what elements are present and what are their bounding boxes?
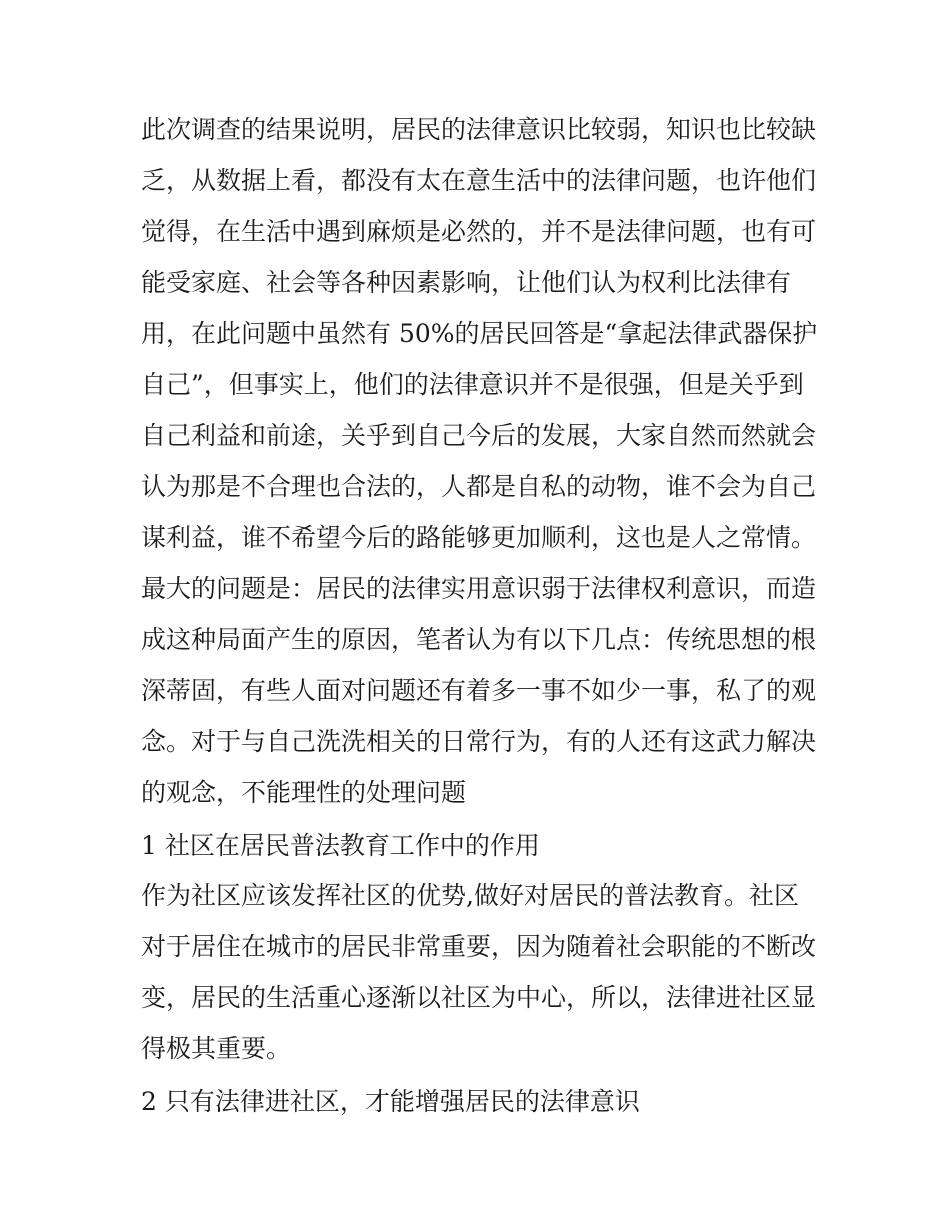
paragraph-line: 得极其重要。 — [141, 1034, 292, 1063]
paragraph-line: 念。对于与自己洗洗相关的日常行为，有的人还有这武力解决 — [141, 727, 817, 756]
paragraph-line: 觉得，在生活中遇到麻烦是必然的，并不是法律问题，也有可 — [141, 217, 817, 246]
paragraph-line: 谋利益，谁不希望今后的路能够更加顺利，这也是人之常情。 — [141, 523, 817, 552]
paragraph-line: 最大的问题是：居民的法律实用意识弱于法律权利意识，而造 — [141, 574, 817, 603]
paragraph-line: 此次调查的结果说明，居民的法律意识比较弱，知识也比较缺 — [141, 115, 817, 144]
paragraph-line: 深蒂固，有些人面对问题还有着多一事不如少一事，私了的观 — [141, 676, 817, 705]
paragraph-line: 作为社区应该发挥社区的优势,做好对居民的普法教育。社区 — [141, 881, 799, 910]
paragraph-line: 自己”，但事实上，他们的法律意识并不是很强，但是关乎到 — [141, 370, 804, 399]
paragraph-line: 用，在此问题中虽然有 50%的居民回答是“拿起法律武器保护 — [141, 319, 818, 348]
paragraph-line: 乏，从数据上看，都没有太在意生活中的法律问题，也许他们 — [141, 166, 817, 195]
paragraph-line: 自己利益和前途，关乎到自己今后的发展，大家自然而然就会 — [141, 421, 817, 450]
paragraph-line: 对于居住在城市的居民非常重要，因为随着社会职能的不断改 — [141, 932, 817, 961]
paragraph-line: 能受家庭、社会等各种因素影响，让他们认为权利比法律有 — [141, 268, 792, 297]
document-body — [141, 104, 831, 1126]
paragraph-line: 的观念，不能理性的处理问题 — [141, 778, 467, 807]
paragraph-line: 成这种局面产生的原因，笔者认为有以下几点：传统思想的根 — [141, 625, 817, 654]
paragraph-2 — [141, 870, 831, 1074]
paragraph-1 — [141, 104, 831, 818]
section-heading-1: 1 社区在居民普法教育工作中的作用 — [141, 831, 540, 860]
section-heading-2: 2 只有法律进社区，才能增强居民的法律意识 — [141, 1087, 640, 1116]
paragraph-line: 认为那是不合理也合法的，人都是自私的动物，谁不会为自己 — [141, 472, 817, 501]
paragraph-line: 变，居民的生活重心逐渐以社区为中心，所以，法律进社区显 — [141, 983, 817, 1012]
